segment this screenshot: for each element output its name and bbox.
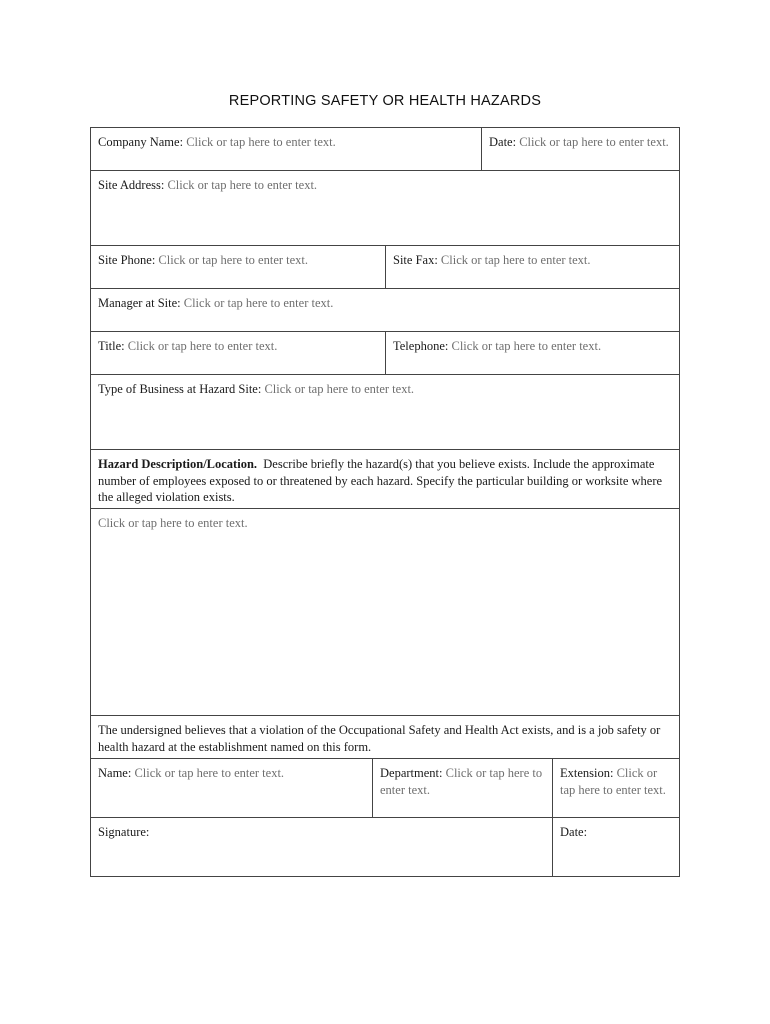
- extension-cell[interactable]: [553, 759, 679, 817]
- manager-cell[interactable]: [91, 289, 679, 331]
- title-cell[interactable]: [91, 332, 386, 374]
- site-phone-input[interactable]: Click or tap here to enter text.: [158, 253, 309, 267]
- date-input[interactable]: Click or tap here to enter text.: [519, 135, 669, 149]
- row-declaration: [91, 716, 679, 759]
- site-phone-cell[interactable]: [91, 246, 386, 288]
- department-input[interactable]: Click or tap here to enter text.: [380, 766, 543, 797]
- row-hazard-instructions: [91, 450, 679, 509]
- manager-label: Manager at Site:: [98, 296, 181, 310]
- telephone-cell[interactable]: [386, 332, 679, 374]
- company-name-cell[interactable]: [91, 128, 482, 170]
- site-address-input[interactable]: Click or tap here to enter text.: [167, 178, 318, 192]
- hazard-instructions: Describe briefly the hazard(s) that you believe exists. Include the approximate number of employees exposed to or threatened by each hazard. Specify the particular building or worksite where the alleged violation exists.: [98, 457, 663, 504]
- signature-label: Signature:: [98, 825, 150, 839]
- extension-input[interactable]: Click or tap here to enter text.: [560, 766, 666, 797]
- business-type-cell[interactable]: [91, 375, 679, 449]
- site-phone-label: Site Phone:: [98, 253, 156, 267]
- title-label: Title:: [98, 339, 125, 353]
- date-cell[interactable]: [482, 128, 679, 170]
- name-cell[interactable]: [91, 759, 373, 817]
- hazard-heading: Hazard Description/Location.: [98, 457, 258, 471]
- company-name-input[interactable]: Click or tap here to enter text.: [186, 135, 336, 149]
- department-label: Department:: [380, 766, 443, 780]
- business-type-input[interactable]: Click or tap here to enter text.: [264, 382, 415, 396]
- name-input[interactable]: Click or tap here to enter text.: [134, 766, 285, 780]
- declaration-text: The undersigned believes that a violation of the Occupational Safety and Health Act exists, and is a job safety or health hazard at the establishment named on this form.: [98, 723, 661, 754]
- declaration-cell: [91, 716, 679, 758]
- date-label: Date:: [489, 135, 517, 149]
- site-address-cell[interactable]: [91, 171, 679, 245]
- business-type-label: Type of Business at Hazard Site:: [98, 382, 262, 396]
- extension-label: Extension:: [560, 766, 614, 780]
- manager-input[interactable]: Click or tap here to enter text.: [183, 296, 334, 310]
- row-manager: [91, 289, 679, 332]
- row-site-address: [91, 171, 679, 246]
- sign-date-label: Date:: [560, 825, 588, 839]
- name-label: Name:: [98, 766, 132, 780]
- department-cell[interactable]: [373, 759, 553, 817]
- site-fax-label: Site Fax:: [393, 253, 438, 267]
- row-company: [91, 128, 679, 171]
- site-address-label: Site Address:: [98, 178, 165, 192]
- signature-cell[interactable]: [91, 818, 553, 876]
- form-title: REPORTING SAFETY OR HEALTH HAZARDS: [228, 93, 542, 109]
- site-fax-cell[interactable]: [386, 246, 679, 288]
- telephone-label: Telephone:: [393, 339, 449, 353]
- title-input[interactable]: Click or tap here to enter text.: [127, 339, 278, 353]
- site-fax-input[interactable]: Click or tap here to enter text.: [440, 253, 591, 267]
- row-title-telephone: [91, 332, 679, 375]
- hazard-description-input[interactable]: Click or tap here to enter text.: [98, 516, 248, 530]
- hazard-report-form: [90, 127, 680, 877]
- hazard-description-cell[interactable]: [91, 509, 679, 715]
- hazard-instructions-cell: [91, 450, 679, 508]
- row-name-dept-ext: [91, 759, 679, 818]
- row-signature: [91, 818, 679, 876]
- row-hazard-description: [91, 509, 679, 716]
- row-phone-fax: [91, 246, 679, 289]
- company-name-label: Company Name:: [98, 135, 184, 149]
- sign-date-cell[interactable]: [553, 818, 679, 876]
- telephone-input[interactable]: Click or tap here to enter text.: [451, 339, 602, 353]
- row-business-type: [91, 375, 679, 450]
